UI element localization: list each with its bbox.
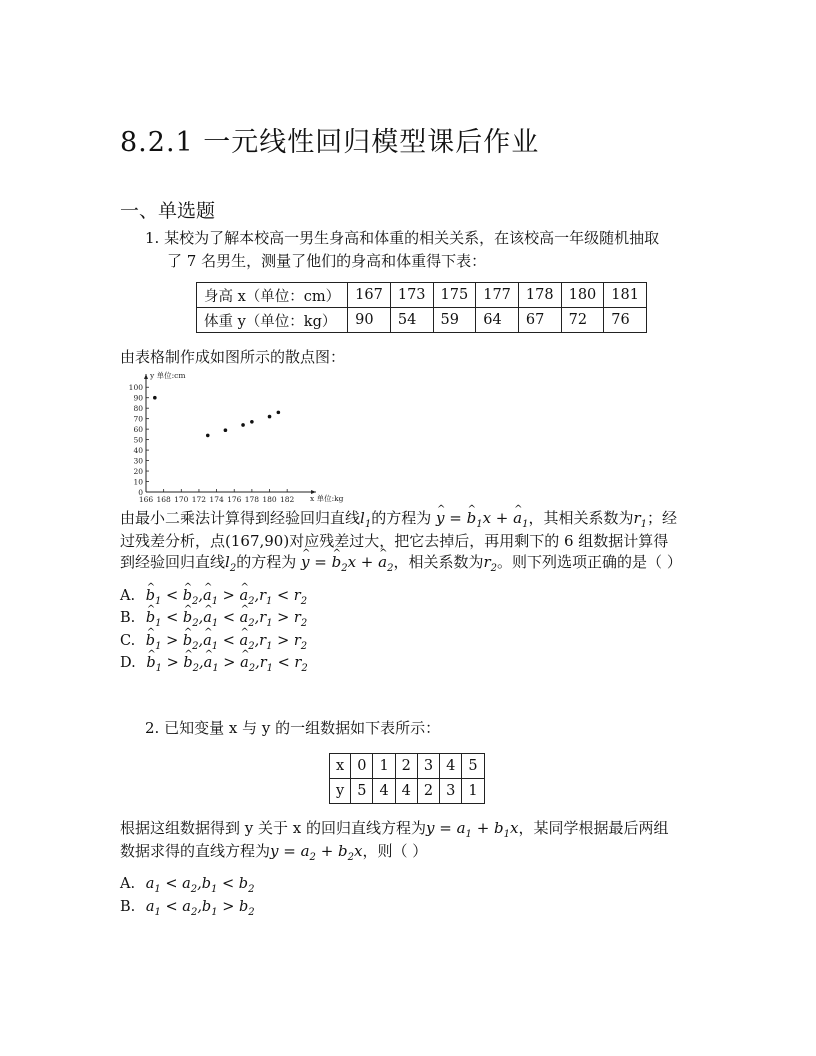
x-tick-label: 174 (209, 495, 224, 504)
x-tick-label: 182 (280, 495, 295, 504)
table-row (197, 308, 647, 333)
table-cell: 180 (561, 283, 604, 308)
q1-para-line3: 到经验回归直线$l_2$的方程为 ^ y = ^ $b_2x$ + ^ $a_2$，相关系数为$r_2$。则下列选项正确的是（ ） (120, 551, 682, 580)
q2-line1: 2. 已知变量 x 与 y 的一组数据如下表所示： (145, 719, 441, 737)
q1-option-b[interactable]: B. ^ $b_1$ < ^ $b_2,\^{}$ $a_1$ < ^ $a_2,r_1 > r_2$ (120, 607, 307, 635)
q2-option-a[interactable]: A. $a_1 < a_2,b_1 < b_2$ (120, 876, 255, 895)
table-row (330, 754, 485, 779)
scatter-point (153, 396, 157, 400)
q1-line2: 了 7 名男生，测量了他们的身高和体重得下表： (167, 252, 487, 270)
q1-option-a[interactable]: A. ^ $b_1$ < ^ $b_2,\^{}$ $a_1$ > ^ $a_2,r_1 < r_2$ (120, 585, 307, 613)
table-cell: 2 (417, 779, 439, 804)
table-cell: 2 (395, 754, 417, 779)
x-tick-label: 168 (156, 495, 171, 504)
q2-para-line2: 数据求得的直线方程为$y = a_2 + b_2x$，则（ ） (120, 842, 428, 863)
table-cell: 173 (390, 283, 433, 308)
x-tick-label: 166 (138, 495, 154, 504)
table-cell: 64 (476, 308, 519, 333)
table-cell: 3 (440, 779, 462, 804)
scatter-point (277, 411, 281, 415)
row-label: 体重 y（单位：kg） (197, 308, 348, 333)
table-cell: 54 (390, 308, 433, 333)
x-axis-label: x 单位:kg (310, 494, 344, 503)
page-title: 8.2.1 一元线性回归模型课后作业 (120, 127, 540, 158)
y-axis-arrow (144, 374, 148, 379)
xy-table (329, 753, 485, 804)
table-cell: 1 (373, 754, 395, 779)
scatter-point (224, 428, 228, 432)
y-tick-label: 0 (138, 488, 143, 497)
q2-option-b[interactable]: B. $a_1 < a_2,b_1 > b_2$ (120, 899, 255, 918)
table-cell: 0 (351, 754, 373, 779)
scatter-intro: 由表格制作成如图所示的散点图： (120, 348, 346, 366)
q1-para-line2: 过残差分析，点(167,90)对应残差过大，把它去掉后，再用剩下的 6 组数据计算得 (120, 532, 669, 550)
y-tick-label: 50 (133, 435, 143, 445)
table-cell: 1 (462, 779, 484, 804)
table-cell: 59 (433, 308, 476, 333)
x-tick-label: 172 (191, 495, 207, 504)
q1-para-line1: 由最小二乘法计算得到经验回归直线$l_1$的方程为 ^ y = ^ $b_1x$ + ^ $a_1$，其相关系数为$r_1$；经 (120, 507, 677, 536)
y-axis-label: y 单位:cm (150, 371, 186, 380)
table-cell: 167 (348, 283, 391, 308)
table-cell: 175 (433, 283, 476, 308)
table-cell: 3 (417, 754, 439, 779)
q1-line1: 1. 某校为了解本校高一男生身高和体重的相关关系，在该校高一年级随机抽取 (145, 229, 660, 247)
table-cell: 181 (604, 283, 647, 308)
table-cell: 76 (604, 308, 647, 333)
q1-option-d[interactable]: D. ^ $b_1$ > ^ $b_2,\^{}$ $a_1$ > ^ $a_2,r_1 < r_2$ (120, 652, 308, 680)
row-label: y (330, 779, 351, 804)
scatter-plot (118, 368, 358, 504)
height-weight-table (196, 282, 647, 333)
y-tick-label: 10 (133, 477, 143, 487)
table-cell: 5 (462, 754, 484, 779)
y-tick-label: 70 (133, 414, 143, 424)
y-tick-label: 20 (133, 467, 143, 477)
y-tick-label: 80 (133, 404, 143, 414)
x-tick-label: 178 (244, 495, 260, 504)
scatter-point (206, 434, 210, 438)
q1-option-c[interactable]: C. ^ $b_1$ > ^ $b_2,\^{}$ $a_1$ < ^ $a_2,r_1 > r_2$ (120, 630, 307, 658)
table-cell: 4 (440, 754, 462, 779)
y-tick-label: 100 (128, 383, 143, 393)
y-tick-label: 30 (133, 456, 143, 466)
row-label: x (330, 754, 351, 779)
scatter-point (250, 420, 254, 424)
x-tick-label: 170 (174, 495, 189, 504)
y-tick-label: 90 (133, 393, 143, 403)
table-cell: 177 (476, 283, 519, 308)
table-cell: 72 (561, 308, 604, 333)
table-cell: 5 (351, 779, 373, 804)
section-heading: 一、单选题 (120, 200, 216, 222)
table-cell: 90 (348, 308, 391, 333)
scatter-point (241, 423, 245, 427)
table-row (330, 779, 485, 804)
q2-para-line1: 根据这组数据得到 y 关于 x 的回归直线方程为$y = a_1 + b_1x$，某同学根据最后两组 (120, 819, 669, 840)
scatter-point (268, 415, 272, 419)
row-label: 身高 x（单位：cm） (197, 283, 348, 308)
table-cell: 4 (395, 779, 417, 804)
table-cell: 67 (518, 308, 561, 333)
x-tick-label: 180 (262, 495, 277, 504)
table-row (197, 283, 647, 308)
y-tick-label: 40 (133, 446, 143, 456)
y-tick-label: 60 (133, 425, 143, 435)
table-cell: 178 (518, 283, 561, 308)
table-cell: 4 (373, 779, 395, 804)
x-tick-label: 176 (227, 495, 242, 504)
